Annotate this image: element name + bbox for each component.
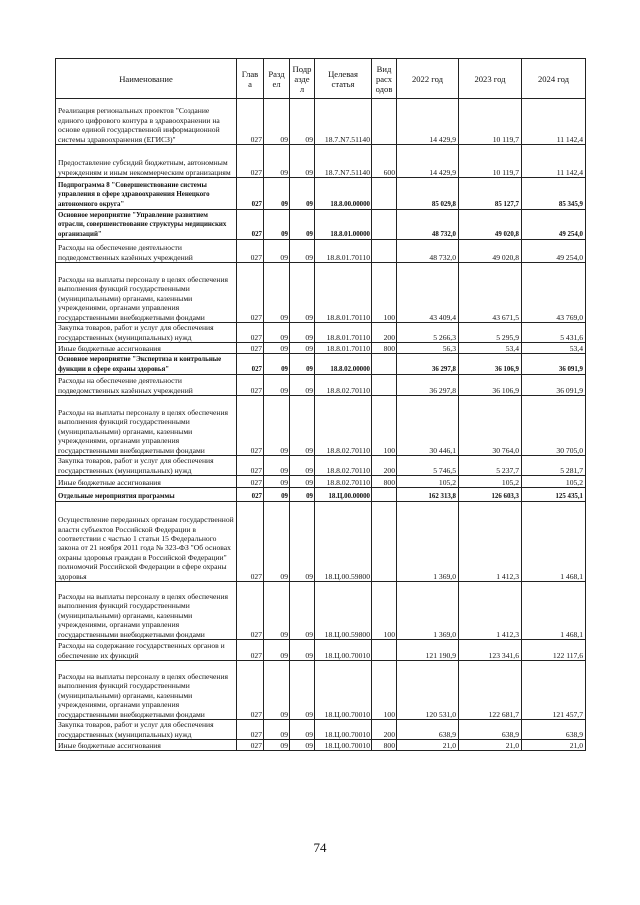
table-row xyxy=(56,343,586,354)
row-glava: 027 xyxy=(237,640,264,661)
row-value-2024: 43 769,0 xyxy=(522,263,586,323)
row-expense-type: 100 xyxy=(372,263,397,323)
row-target-article: 18.Ц.00.70010 xyxy=(315,661,372,720)
row-glava: 027 xyxy=(237,396,264,456)
row-podrazdel: 09 xyxy=(290,740,315,751)
row-value-2022: 120 531,0 xyxy=(397,661,459,720)
row-expense-type: 200 xyxy=(372,456,397,476)
row-podrazdel: 09 xyxy=(290,240,315,263)
row-target-article: 18.7.N7.51140 xyxy=(315,145,372,178)
row-podrazdel: 09 xyxy=(290,263,315,323)
row-value-2024: 36 091,9 xyxy=(522,375,586,396)
table-row xyxy=(56,263,586,323)
row-podrazdel: 09 xyxy=(290,343,315,354)
table-row xyxy=(56,661,586,720)
row-name: Основное мероприятие "Управление развитием отрасли, совершенствование структуры медицинских организаций" xyxy=(56,210,237,240)
row-target-article: 18.8.02.70110 xyxy=(315,476,372,488)
row-expense-type: 200 xyxy=(372,720,397,740)
header-expense-type: Вид расх одов xyxy=(372,59,397,99)
row-value-2023: 36 106,9 xyxy=(459,354,522,375)
row-value-2023: 10 119,7 xyxy=(459,99,522,145)
row-glava: 027 xyxy=(237,145,264,178)
header-year-2022: 2022 год xyxy=(397,59,459,99)
row-glava: 027 xyxy=(237,375,264,396)
row-podrazdel: 09 xyxy=(290,582,315,640)
row-expense-type xyxy=(372,210,397,240)
row-razdel: 09 xyxy=(264,343,290,354)
row-target-article: 18.8.00.00000 xyxy=(315,178,372,210)
row-glava: 027 xyxy=(237,263,264,323)
row-value-2024: 21,0 xyxy=(522,740,586,751)
row-name: Осуществление переданных органам государственной власти субъектов Российской Федерации в соответствии с частью 1 статьи 15 Федерального закона от 21 ноября 2011 года № 323-ФЗ "Об основах охраны здоровья граждан в Российской Федерации" полномочий Российской Федерации в сфере охраны здоровья xyxy=(56,502,237,582)
row-value-2022: 14 429,9 xyxy=(397,145,459,178)
row-value-2022: 30 446,1 xyxy=(397,396,459,456)
row-razdel: 09 xyxy=(264,210,290,240)
row-podrazdel: 09 xyxy=(290,661,315,720)
row-expense-type: 800 xyxy=(372,343,397,354)
row-value-2023: 126 603,3 xyxy=(459,488,522,502)
row-value-2024: 85 345,9 xyxy=(522,178,586,210)
row-value-2023: 1 412,3 xyxy=(459,582,522,640)
table-row xyxy=(56,456,586,476)
row-expense-type: 800 xyxy=(372,740,397,751)
row-value-2023: 5 237,7 xyxy=(459,456,522,476)
row-name: Расходы на выплаты персоналу в целях обеспечения выполнения функций государственными (муниципальными) органами, казенными учреждениями, органами управления государственными внебюджетными фондами xyxy=(56,582,237,640)
row-glava: 027 xyxy=(237,99,264,145)
row-glava: 027 xyxy=(237,323,264,343)
row-value-2023: 123 341,6 xyxy=(459,640,522,661)
row-value-2023: 30 764,0 xyxy=(459,396,522,456)
row-target-article: 18.7.N7.51140 xyxy=(315,99,372,145)
row-name: Основное мероприятие "Экспертиза и контрольные функции в сфере охраны здоровья" xyxy=(56,354,237,375)
row-name: Закупка товаров, работ и услуг для обеспечения государственных (муниципальных) нужд xyxy=(56,323,237,343)
row-value-2023: 638,9 xyxy=(459,720,522,740)
table-row xyxy=(56,99,586,145)
row-expense-type: 100 xyxy=(372,582,397,640)
row-value-2024: 5 431,6 xyxy=(522,323,586,343)
row-value-2022: 638,9 xyxy=(397,720,459,740)
row-razdel: 09 xyxy=(264,178,290,210)
row-podrazdel: 09 xyxy=(290,456,315,476)
row-value-2023: 36 106,9 xyxy=(459,375,522,396)
row-glava: 027 xyxy=(237,456,264,476)
row-glava: 027 xyxy=(237,210,264,240)
row-razdel: 09 xyxy=(264,375,290,396)
row-target-article: 18.8.02.70110 xyxy=(315,375,372,396)
row-value-2023: 10 119,7 xyxy=(459,145,522,178)
row-name: Иные бюджетные ассигнования xyxy=(56,740,237,751)
row-razdel: 09 xyxy=(264,740,290,751)
row-podrazdel: 09 xyxy=(290,354,315,375)
row-razdel: 09 xyxy=(264,640,290,661)
row-razdel: 09 xyxy=(264,145,290,178)
row-value-2024: 11 142,4 xyxy=(522,145,586,178)
header-year-2024: 2024 год xyxy=(522,59,586,99)
row-expense-type xyxy=(372,99,397,145)
row-podrazdel: 09 xyxy=(290,145,315,178)
row-value-2024: 49 254,0 xyxy=(522,240,586,263)
table-row xyxy=(56,640,586,661)
row-razdel: 09 xyxy=(264,323,290,343)
row-value-2023: 21,0 xyxy=(459,740,522,751)
row-glava: 027 xyxy=(237,488,264,502)
row-podrazdel: 09 xyxy=(290,210,315,240)
row-name: Расходы на обеспечение деятельности подведомственных казённых учреждений xyxy=(56,240,237,263)
row-glava: 027 xyxy=(237,582,264,640)
row-value-2023: 53,4 xyxy=(459,343,522,354)
row-value-2024: 638,9 xyxy=(522,720,586,740)
row-value-2022: 36 297,8 xyxy=(397,375,459,396)
row-value-2024: 30 705,0 xyxy=(522,396,586,456)
table-header-row xyxy=(56,59,586,99)
row-value-2023: 49 020,8 xyxy=(459,210,522,240)
row-value-2024: 105,2 xyxy=(522,476,586,488)
table-row xyxy=(56,396,586,456)
row-target-article: 18.Ц.00.70010 xyxy=(315,640,372,661)
row-podrazdel: 09 xyxy=(290,375,315,396)
row-razdel: 09 xyxy=(264,661,290,720)
row-value-2023: 43 671,5 xyxy=(459,263,522,323)
row-glava: 027 xyxy=(237,476,264,488)
row-target-article: 18.8.01.00000 xyxy=(315,210,372,240)
row-expense-type: 600 xyxy=(372,145,397,178)
row-razdel: 09 xyxy=(264,456,290,476)
header-razdel: Разд ел xyxy=(264,59,290,99)
row-target-article: 18.Ц.00.70010 xyxy=(315,720,372,740)
row-value-2022: 21,0 xyxy=(397,740,459,751)
row-expense-type: 100 xyxy=(372,396,397,456)
table-row xyxy=(56,210,586,240)
row-razdel: 09 xyxy=(264,263,290,323)
row-razdel: 09 xyxy=(264,240,290,263)
row-name: Иные бюджетные ассигнования xyxy=(56,343,237,354)
row-value-2022: 121 190,9 xyxy=(397,640,459,661)
row-value-2023: 122 681,7 xyxy=(459,661,522,720)
row-value-2023: 85 127,7 xyxy=(459,178,522,210)
row-value-2024: 11 142,4 xyxy=(522,99,586,145)
row-value-2022: 48 732,0 xyxy=(397,210,459,240)
row-name: Расходы на выплаты персоналу в целях обеспечения выполнения функций государственными (муниципальными) органами, казенными учреждениями, органами управления государственными внебюджетными фондами xyxy=(56,263,237,323)
table-row xyxy=(56,178,586,210)
row-name: Предоставление субсидий бюджетным, автономным учреждениям и иным некоммерческим организациям xyxy=(56,145,237,178)
row-target-article: 18.Ц.00.59800 xyxy=(315,502,372,582)
row-value-2024: 121 457,7 xyxy=(522,661,586,720)
row-target-article: 18.8.02.70110 xyxy=(315,396,372,456)
row-value-2024: 125 435,1 xyxy=(522,488,586,502)
header-year-2023: 2023 год xyxy=(459,59,522,99)
row-podrazdel: 09 xyxy=(290,99,315,145)
row-glava: 027 xyxy=(237,354,264,375)
row-expense-type xyxy=(372,354,397,375)
row-podrazdel: 09 xyxy=(290,720,315,740)
row-name: Расходы на выплаты персоналу в целях обеспечения выполнения функций государственными (муниципальными) органами, казенными учреждениями, органами управления государственными внебюджетными фондами xyxy=(56,661,237,720)
row-expense-type xyxy=(372,502,397,582)
row-value-2024: 1 468,1 xyxy=(522,502,586,582)
row-podrazdel: 09 xyxy=(290,640,315,661)
table-row xyxy=(56,502,586,582)
row-razdel: 09 xyxy=(264,582,290,640)
row-value-2024: 36 091,9 xyxy=(522,354,586,375)
row-value-2023: 5 295,9 xyxy=(459,323,522,343)
row-expense-type xyxy=(372,640,397,661)
row-value-2022: 56,3 xyxy=(397,343,459,354)
row-expense-type xyxy=(372,375,397,396)
table-row xyxy=(56,488,586,502)
row-value-2022: 85 029,8 xyxy=(397,178,459,210)
budget-table xyxy=(55,58,586,751)
row-value-2024: 1 468,1 xyxy=(522,582,586,640)
row-name: Закупка товаров, работ и услуг для обеспечения государственных (муниципальных) нужд xyxy=(56,456,237,476)
row-value-2022: 162 313,8 xyxy=(397,488,459,502)
row-target-article: 18.8.01.70110 xyxy=(315,240,372,263)
row-value-2023: 105,2 xyxy=(459,476,522,488)
row-name: Расходы на обеспечение деятельности подведомственных казённых учреждений xyxy=(56,375,237,396)
row-podrazdel: 09 xyxy=(290,323,315,343)
row-target-article: 18.8.01.70110 xyxy=(315,263,372,323)
row-glava: 027 xyxy=(237,502,264,582)
table-row xyxy=(56,145,586,178)
table-row xyxy=(56,240,586,263)
row-target-article: 18.8.01.70110 xyxy=(315,343,372,354)
header-target-article: Целевая статья xyxy=(315,59,372,99)
row-glava: 027 xyxy=(237,178,264,210)
row-name: Расходы на выплаты персоналу в целях обеспечения выполнения функций государственными (муниципальными) органами, казенными учреждениями, органами управления государственными внебюджетными фондами xyxy=(56,396,237,456)
row-value-2023: 1 412,3 xyxy=(459,502,522,582)
header-name: Наименование xyxy=(56,59,237,99)
row-value-2022: 1 369,0 xyxy=(397,582,459,640)
row-podrazdel: 09 xyxy=(290,502,315,582)
row-razdel: 09 xyxy=(264,396,290,456)
row-podrazdel: 09 xyxy=(290,178,315,210)
row-razdel: 09 xyxy=(264,354,290,375)
row-value-2022: 5 746,5 xyxy=(397,456,459,476)
row-target-article: 18.Ц.00.59800 xyxy=(315,582,372,640)
row-target-article: 18.Ц.00.00000 xyxy=(315,488,372,502)
page-number: 74 xyxy=(313,840,327,855)
row-expense-type xyxy=(372,488,397,502)
row-razdel: 09 xyxy=(264,720,290,740)
row-value-2022: 1 369,0 xyxy=(397,502,459,582)
row-razdel: 09 xyxy=(264,476,290,488)
row-razdel: 09 xyxy=(264,99,290,145)
row-expense-type xyxy=(372,240,397,263)
row-value-2022: 14 429,9 xyxy=(397,99,459,145)
row-glava: 027 xyxy=(237,343,264,354)
header-podrazdel: Подр азде л xyxy=(290,59,315,99)
row-value-2024: 122 117,6 xyxy=(522,640,586,661)
table-row xyxy=(56,720,586,740)
table-row xyxy=(56,323,586,343)
row-name: Отдельные мероприятия программы xyxy=(56,488,237,502)
table-row xyxy=(56,354,586,375)
row-name: Реализация региональных проектов "Создание единого цифрового контура в здравоохранении на основе единой государственной информационной системы здравоохранения (ЕГИСЗ)" xyxy=(56,99,237,145)
row-name: Иные бюджетные ассигнования xyxy=(56,476,237,488)
table-row xyxy=(56,740,586,751)
table-row xyxy=(56,582,586,640)
table-row xyxy=(56,375,586,396)
row-podrazdel: 09 xyxy=(290,488,315,502)
row-glava: 027 xyxy=(237,720,264,740)
row-glava: 027 xyxy=(237,240,264,263)
table-row xyxy=(56,476,586,488)
row-value-2024: 49 254,0 xyxy=(522,210,586,240)
row-target-article: 18.8.02.00000 xyxy=(315,354,372,375)
row-value-2022: 36 297,8 xyxy=(397,354,459,375)
row-expense-type xyxy=(372,178,397,210)
row-value-2024: 5 281,7 xyxy=(522,456,586,476)
row-razdel: 09 xyxy=(264,502,290,582)
row-podrazdel: 09 xyxy=(290,476,315,488)
row-value-2022: 48 732,0 xyxy=(397,240,459,263)
row-expense-type: 200 xyxy=(372,323,397,343)
row-glava: 027 xyxy=(237,661,264,720)
row-target-article: 18.Ц.00.70010 xyxy=(315,740,372,751)
row-value-2024: 53,4 xyxy=(522,343,586,354)
table-body xyxy=(56,99,586,751)
header-glava: Глав а xyxy=(237,59,264,99)
row-expense-type: 800 xyxy=(372,476,397,488)
row-name: Закупка товаров, работ и услуг для обеспечения государственных (муниципальных) нужд xyxy=(56,720,237,740)
row-expense-type: 100 xyxy=(372,661,397,720)
row-glava: 027 xyxy=(237,740,264,751)
row-value-2022: 105,2 xyxy=(397,476,459,488)
row-target-article: 18.8.02.70110 xyxy=(315,456,372,476)
row-razdel: 09 xyxy=(264,488,290,502)
row-name: Расходы на содержание государственных органов и обеспечение их функций xyxy=(56,640,237,661)
row-target-article: 18.8.01.70110 xyxy=(315,323,372,343)
row-value-2022: 43 409,4 xyxy=(397,263,459,323)
row-podrazdel: 09 xyxy=(290,396,315,456)
row-value-2023: 49 020,8 xyxy=(459,240,522,263)
row-value-2022: 5 266,3 xyxy=(397,323,459,343)
row-name: Подпрограмма 8 "Совершенствование системы управления в сфере здравоохранения Ненецкого автономного округа" xyxy=(56,178,237,210)
